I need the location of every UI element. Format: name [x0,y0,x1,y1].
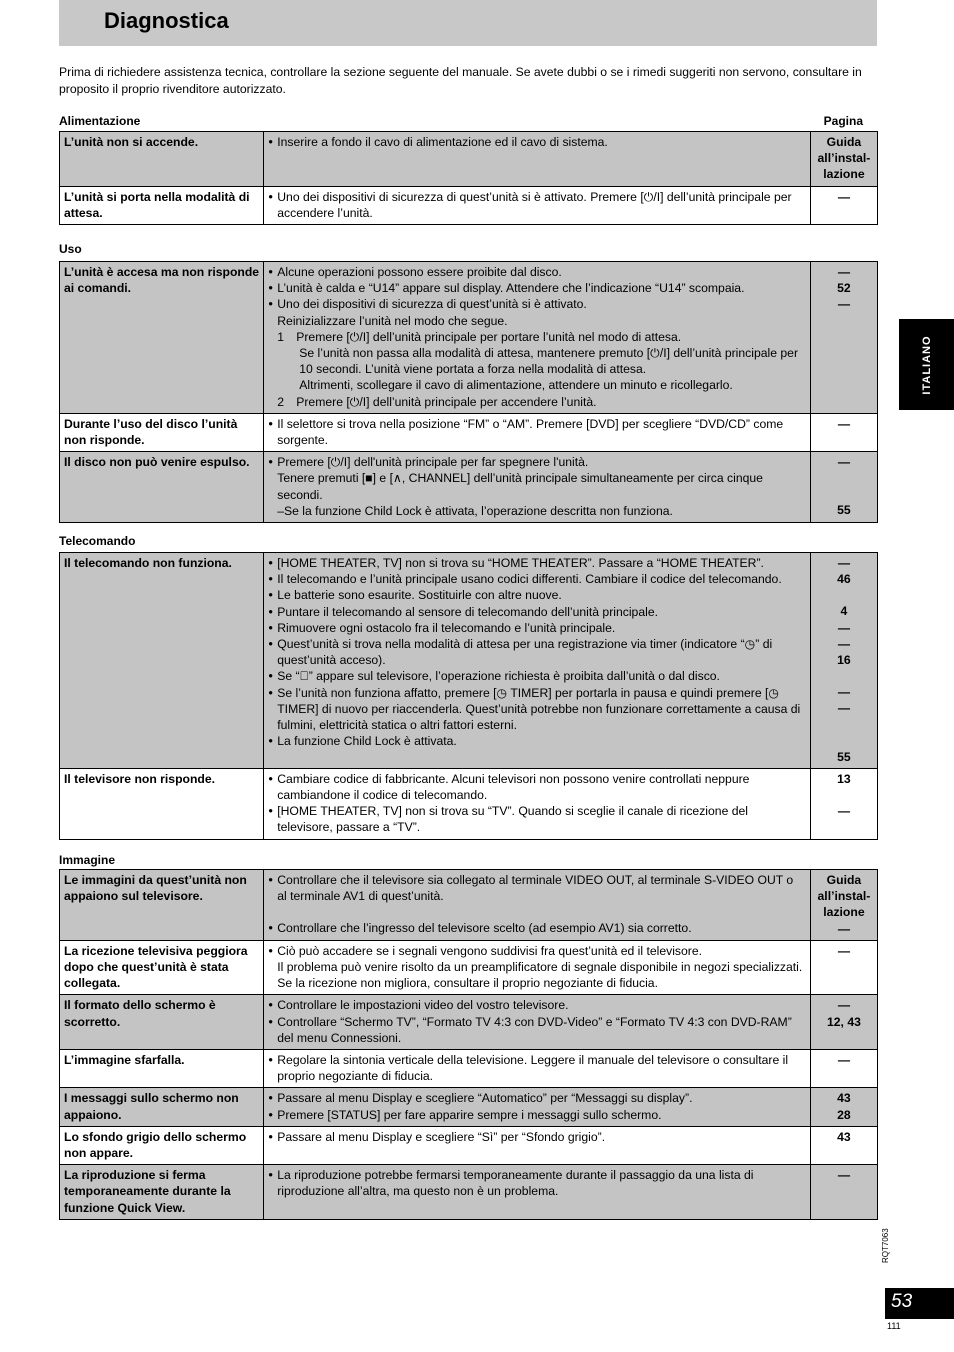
solution-item: ● L’unità è calda e “U14” appare sul display. Attendere che l’indicazione “U14” scompaia. [268,280,806,296]
page-cell: — [810,1050,877,1088]
page-cell [810,870,877,941]
table-immagine [59,869,878,1220]
document-code: RQT7063 [881,1228,890,1263]
step-item [268,329,806,345]
page-ref: — [837,556,851,570]
page-ref: 43 [837,1091,851,1106]
step-number: 2 [277,394,285,409]
solution-cell [264,1126,811,1164]
page-ref: 28 [837,1107,851,1122]
solution-item: ● Se “⃠” appare sul televisore, l’operazione richiesta è proibita dall’unità o dal disco. [268,668,806,684]
solution-text: Il problema può venire risolto da un preamplificatore di segnale disponibile in negozi specializzati. Se la ricezione non migliora, consultare il proprio negoziante di fiducia. [277,960,803,991]
solution-cell [264,995,811,1050]
solution-text: Altrimenti, scollegare il cavo di alimentazione, attendere un minuto e ricollegarlo. [299,378,733,393]
page-ref: 52 [837,281,851,296]
solution-item: ● Controllare “Schermo TV”, “Formato TV 4:3 con DVD-Video” e “Formato TV 4:3 con DVD-RAM” del menu Connessioni. [268,1014,806,1046]
table-row [60,1126,878,1164]
page-number-box [885,1288,954,1319]
page-ref: — [837,636,851,651]
table-row [60,553,878,769]
page-ref: Guida all’instal-lazione [817,873,871,920]
page-title: Diagnostica [104,8,229,33]
solution-item: ● Uno dei dispositivi di sicurezza di quest’unità si è attivato. [268,296,806,312]
solution-cell [264,768,811,839]
page-ref: — [837,804,851,819]
page-cell: — [810,940,877,995]
section-label: Telecomando [59,534,136,548]
page-ref: — [837,297,851,312]
page-ref: — [837,998,851,1013]
problem-cell: Il disco non può venire espulso. [60,452,264,523]
solution-item: ● Il telecomando e l’unità principale usano codici differenti. Cambiare il codice del telecomando. [268,571,806,587]
table-row [60,1165,878,1220]
page-cell: — [810,186,877,224]
solution-item: ● Premere [⏻/I] dell'unità principale per far spegnere l'unità. [268,454,806,470]
page-ref: — [837,921,851,936]
sheet-number: 111 [887,1321,901,1331]
table-row [60,132,878,187]
table-row [60,186,878,224]
table-alimentazione [59,131,878,225]
section-label: Alimentazione [59,114,141,128]
section-heading-immagine [59,853,877,867]
step-number: 1 [277,329,285,344]
language-tab [899,319,954,410]
page-column-label: Pagina [823,114,863,128]
solution-cell [264,132,811,187]
solution-item: ● [HOME THEATER, TV] non si trova su “TV”. Quando si sceglie il canale di ricezione del televisore, passare a “TV”. [268,803,806,835]
page-ref: — [837,701,851,716]
solution-item: ● Quest’unità si trova nella modalità di attesa per una registrazione via timer (indicatore “◷” di quest’unità acceso). [268,636,806,668]
language-tab-label: ITALIANO [920,334,933,395]
page-cell: Guida all’instal-lazione [810,132,877,187]
page-cell [810,1088,877,1126]
problem-cell: L’unità non si accende. [60,132,264,187]
solution-item: ● La funzione Child Lock è attivata. [268,733,806,749]
section-heading-alimentazione [59,114,877,128]
table-telecomando [59,552,878,840]
table-row [60,870,878,941]
page-cell [810,768,877,839]
solution-item: ● Uno dei dispositivi di sicurezza di quest’unità si è attivato. Premere [⏻/I] dell’unità principale per accendere l’unità. [268,189,806,221]
solution-item: ● Ciò può accadere se i segnali vengono suddivisi fra quest’unità ed il televisore. [268,943,806,959]
solution-cell [264,1165,811,1220]
table-row [60,452,878,523]
page-cell: 43 [810,1126,877,1164]
table-row [60,1088,878,1126]
solution-item: ● Rimuovere ogni ostacolo fra il telecomando e l’unità principale. [268,620,806,636]
problem-cell: Il televisore non risponde. [60,768,264,839]
problem-cell: Lo sfondo grigio dello schermo non appare. [60,1126,264,1164]
table-row [60,262,878,414]
page-ref: — [837,685,851,700]
solution-cell [264,870,811,941]
solution-item: ● Puntare il telecomando al sensore di telecomando dell’unità principale. [268,604,806,620]
table-row [60,768,878,839]
page-ref: 12, 43 [827,1014,861,1029]
solution-cell [264,1088,811,1126]
step-text: Premere [⏻/I] dell’unità principale per portare l’unità nel modo di attesa. [296,329,682,344]
solution-item: ● Passare al menu Display e scegliere “Automatico” per “Messaggi su display”. [268,1090,806,1106]
solution-item: ● Le batterie sono esaurite. Sostituirle con altre nuove. [268,587,806,603]
solution-cell [264,413,811,451]
table-row [60,940,878,995]
page-cell [810,995,877,1050]
solution-item: ● Se l’unità non funziona affatto, premere [◷ TIMER] per portarla in pausa e quindi premere [◷ TIMER] di nuovo per riaccenderla. Quest’unità potrebbe non funzionare correttamente a causa di fulmini, elettricità statica o altri fattori esterni. [268,685,806,734]
page-ref: 55 [837,749,851,764]
section-label: Immagine [59,853,116,867]
page-ref: — [837,455,851,470]
title-bar [59,0,877,46]
solution-item: ● Premere [STATUS] per fare apparire sempre i messaggi sullo schermo. [268,1107,806,1123]
page-ref: 13 [837,771,851,786]
solution-cell [264,452,811,523]
page-ref: 46 [837,572,851,587]
solution-cell [264,553,811,769]
problem-cell: L’immagine sfarfalla. [60,1050,264,1088]
solution-item: ● Inserire a fondo il cavo di alimentazione ed il cavo di sistema. [268,134,806,150]
table-row [60,413,878,451]
solution-text: Tenere premuti [■] e [∧, CHANNEL] dell’unità principale simultaneamente per circa cinque secondi. [277,471,763,502]
page-number: 53 [891,1291,913,1312]
table-uso [59,261,878,523]
problem-cell: Le immagini da quest’unità non appaiono sul televisore. [60,870,264,941]
solution-item: ● Passare al menu Display e scegliere “Sì” per “Sfondo grigio”. [268,1129,806,1145]
solution-cell [264,1050,811,1088]
solution-item: ● Il selettore si trova nella posizione “FM” o “AM”. Premere [DVD] per scegliere “DVD/CD” come sorgente. [268,416,806,448]
problem-cell: La ricezione televisiva peggiora dopo che quest’unità è stata collegata. [60,940,264,995]
solution-item: ● La riproduzione potrebbe fermarsi temporaneamente durante il passaggio da una lista di riproduzione all’altra, ma questo non è un problema. [268,1167,806,1199]
intro-text: Prima di richiedere assistenza tecnica, controllare la sezione seguente del manuale. Se avete dubbi o se i rimedi suggeriti non servono, consultare in proposito il proprio rivenditore autorizzato. [59,65,862,96]
section-heading-uso [59,242,877,256]
problem-cell: La riproduzione si ferma temporaneamente durante la funzione Quick View. [60,1165,264,1220]
problem-cell: Durante l’uso del disco l’unità non risponde. [60,413,264,451]
solution-text: –Se la funzione Child Lock è attivata, l’operazione descritta non funziona. [277,503,673,518]
solution-text: Reinizializzare l’unità nel modo che segue. [277,313,508,328]
table-row [60,1050,878,1088]
section-label: Uso [59,242,82,256]
step-item [268,394,806,410]
solution-cell [264,262,811,414]
solution-item: ● Regolare la sintonia verticale della televisione. Leggere il manuale del televisore o consultare il proprio negoziante di fiducia. [268,1052,806,1084]
page-cell [810,452,877,523]
problem-cell: L’unità è accesa ma non risponde ai comandi. [60,262,264,414]
page-ref: — [837,620,851,635]
page-cell [810,553,877,769]
solution-item: ● Cambiare codice di fabbricante. Alcuni televisori non possono venire controllati neppure cambiandone il codice di telecomando. [268,771,806,803]
page-cell: — [810,1165,877,1220]
page-cell [810,262,877,414]
solution-text: Se l’unità non passa alla modalità di attesa, mantenere premuto [⏻/I] dell’unità principale per 10 secondi. L’unità viene portata a forza nella modalità di attesa. [299,346,799,377]
solution-item: ● Controllare le impostazioni video del vostro televisore. [268,997,806,1013]
problem-cell: I messaggi sullo schermo non appaiono. [60,1088,264,1126]
solution-item: ● Controllare che il televisore sia collegato al terminale VIDEO OUT, al terminale S-VIDEO OUT o al terminale AV1 di quest’unità. [268,872,806,904]
solution-item: ● Alcune operazioni possono essere proibite dal disco. [268,264,806,280]
solution-cell [264,186,811,224]
solution-item: ● Controllare che l’ingresso del televisore scelto (ad esempio AV1) sia corretto. [268,920,806,936]
page-ref: 16 [837,653,851,668]
page-ref: 4 [840,604,848,619]
solution-item: ● [HOME THEATER, TV] non si trova su “HOME THEATER”. Passare a “HOME THEATER”. [268,555,806,571]
problem-cell: Il formato dello schermo è scorretto. [60,995,264,1050]
table-row [60,995,878,1050]
page-ref: 55 [837,503,851,518]
problem-cell: Il telecomando non funziona. [60,553,264,769]
step-text: Premere [⏻/I] dell’unità principale per accendere l’unità. [296,394,597,409]
problem-cell: L’unità si porta nella modalità di attesa. [60,186,264,224]
page-cell: — [810,413,877,451]
section-heading-telecomando [59,534,877,548]
page-ref: — [837,265,851,279]
solution-cell [264,940,811,995]
